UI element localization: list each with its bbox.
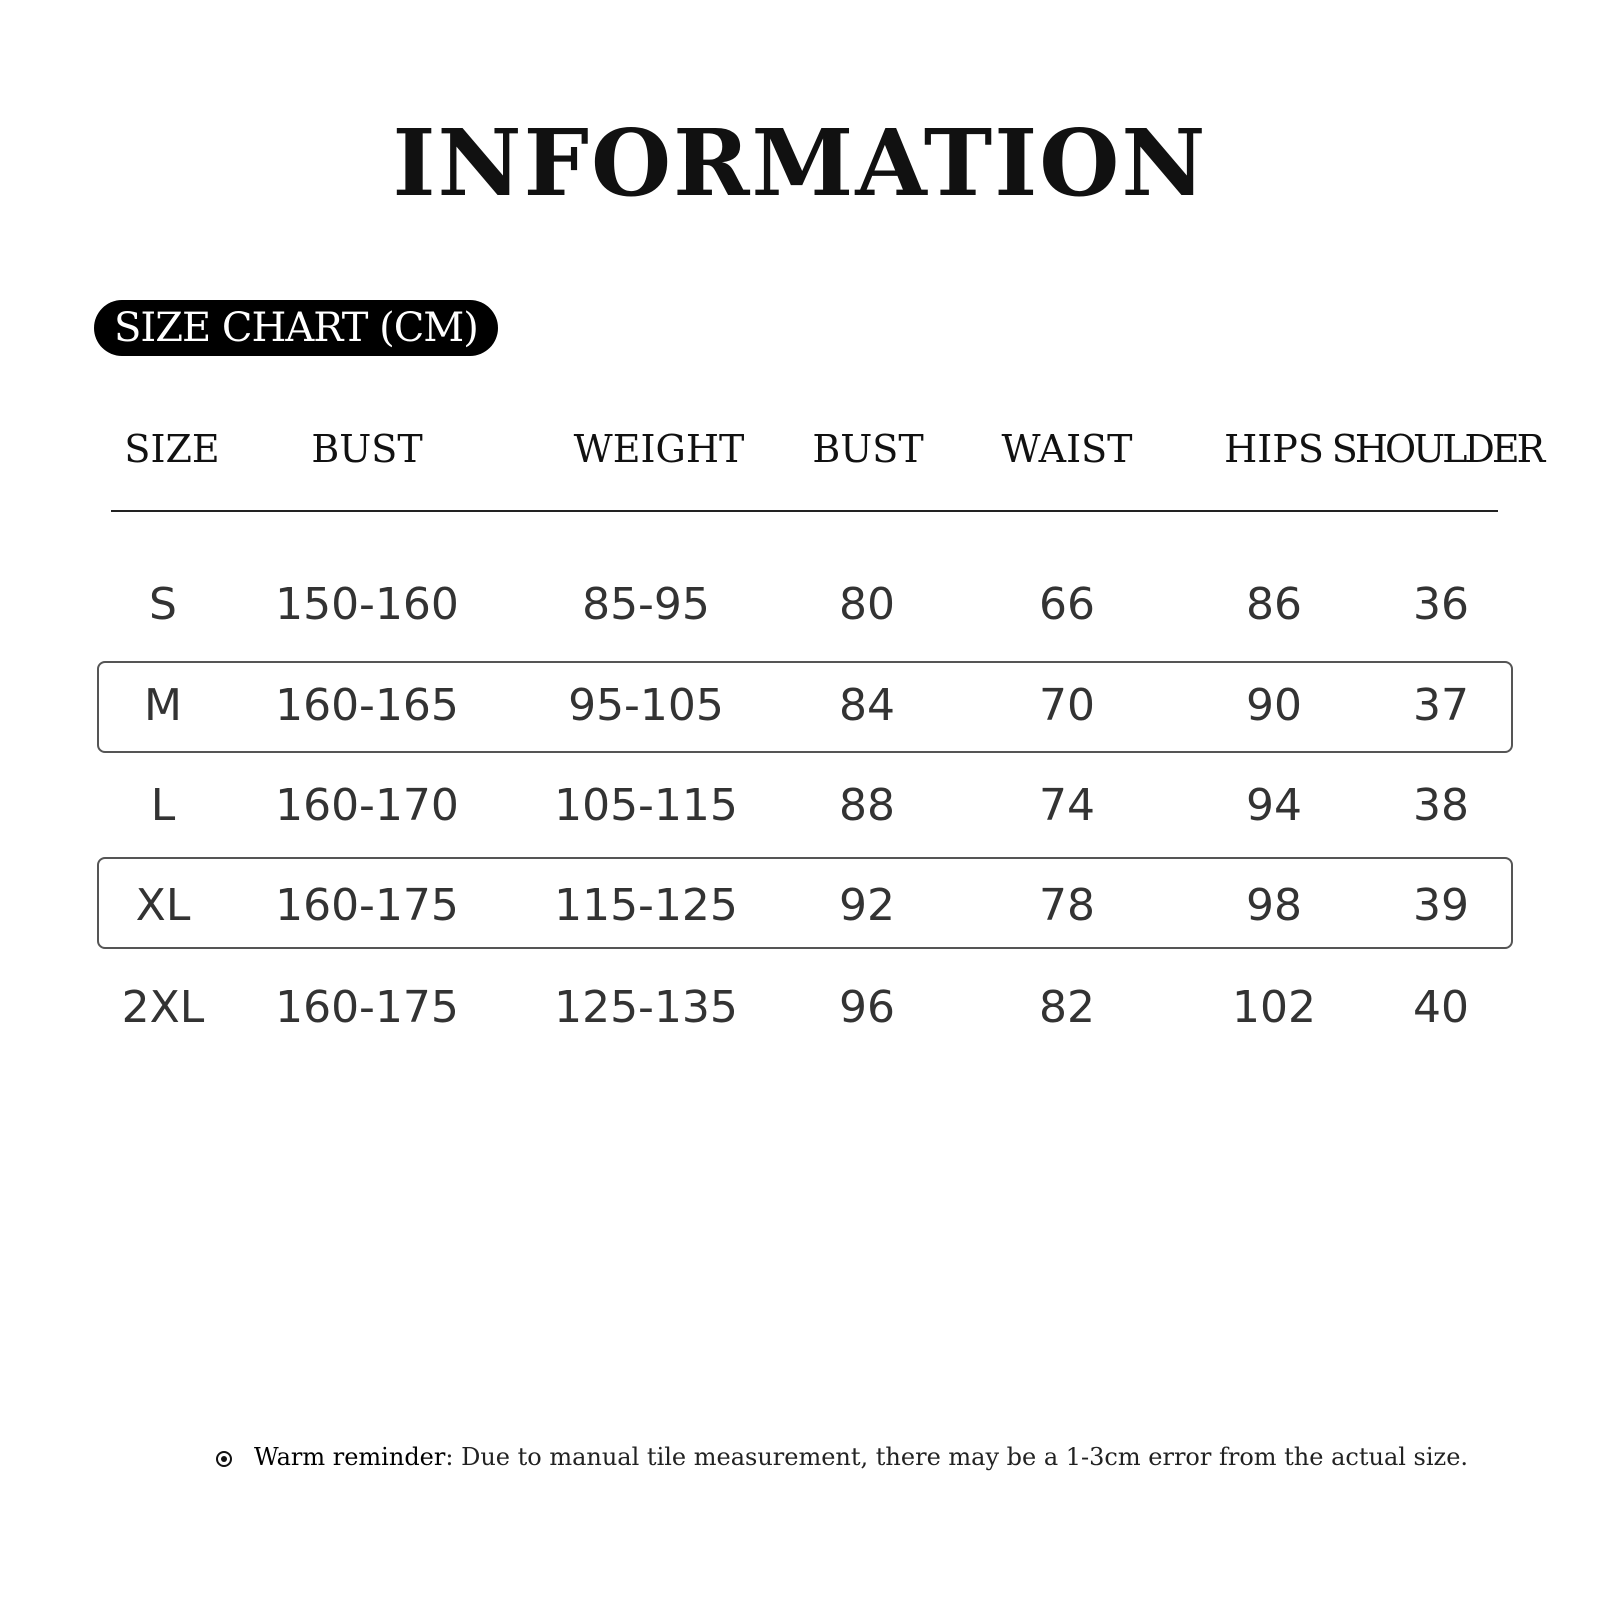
cell-size: XL [135,880,191,931]
cell-weight: 115-125 [554,880,738,931]
cell-shoulder: 36 [1413,579,1469,630]
header-size: SIZE [124,427,220,471]
cell-bust-height: 160-175 [275,982,459,1033]
cell-shoulder: 37 [1413,680,1469,731]
cell-bust-height: 160-165 [275,680,459,731]
cell-size: S [149,579,177,630]
cell-hips: 94 [1246,780,1302,831]
header-waist: WAIST [1001,427,1133,471]
header-weight: WEIGHT [573,427,745,471]
radio-bullet-icon [216,1451,232,1467]
cell-bust-height: 160-175 [275,880,459,931]
header-hips: HIPS [1224,427,1324,471]
cell-bust: 96 [839,982,895,1033]
cell-bust: 88 [839,780,895,831]
cell-weight: 105-115 [554,780,738,831]
cell-waist: 78 [1039,880,1095,931]
cell-hips: 102 [1232,982,1316,1033]
cell-hips: 90 [1246,680,1302,731]
cell-hips: 86 [1246,579,1302,630]
cell-size: L [150,780,176,831]
cell-shoulder: 38 [1413,780,1469,831]
cell-bust-height: 150-160 [275,579,459,630]
warm-reminder-label: Warm reminder [254,1443,446,1471]
cell-weight: 125-135 [554,982,738,1033]
header-shoulder: SHOULDER [1331,427,1543,471]
cell-shoulder: 39 [1413,880,1469,931]
cell-hips: 98 [1246,880,1302,931]
cell-bust: 92 [839,880,895,931]
cell-bust: 84 [839,680,895,731]
cell-waist: 66 [1039,579,1095,630]
cell-size: M [144,680,182,731]
warm-reminder-text: : Due to manual tile measurement, there may be a 1-3cm error from the actual size. [445,1443,1469,1471]
cell-weight: 95-105 [568,680,724,731]
cell-bust-height: 160-170 [275,780,459,831]
header-bust: BUST [812,427,924,471]
warm-reminder-note [216,1440,1468,1474]
size-chart-badge: SIZE CHART (CM) [94,300,498,356]
cell-waist: 82 [1039,982,1095,1033]
page-title: INFORMATION [392,109,1208,217]
header-divider [111,510,1498,512]
cell-weight: 85-95 [582,579,710,630]
cell-waist: 70 [1039,680,1095,731]
cell-size: 2XL [121,982,205,1033]
cell-shoulder: 40 [1413,982,1469,1033]
cell-waist: 74 [1039,780,1095,831]
cell-bust: 80 [839,579,895,630]
header-bust-height: BUST [311,427,423,471]
